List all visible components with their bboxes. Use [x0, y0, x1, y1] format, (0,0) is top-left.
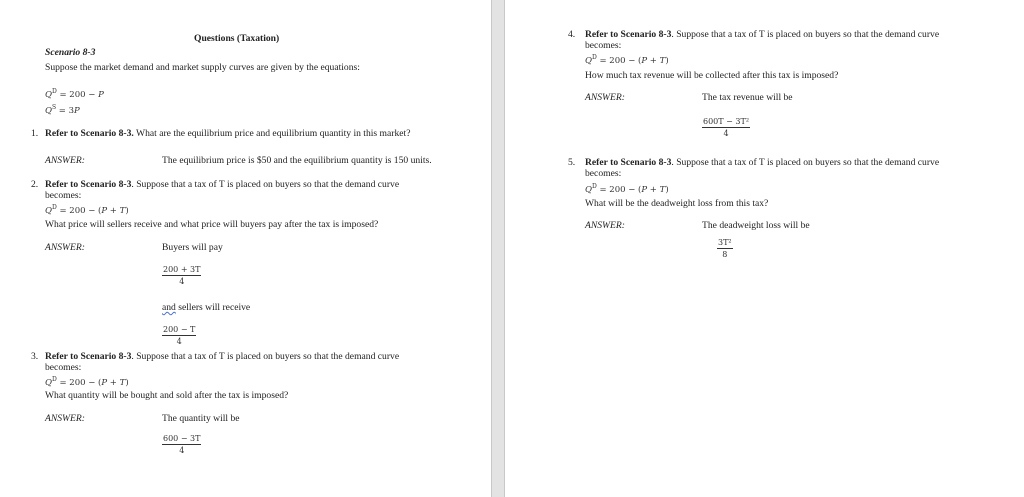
q2-fraction-buyers: $\frac{200 + 3T}{4}$ — [163, 265, 201, 286]
q1-answer: The equilibrium price is $50 and the equilibrium quantity is 150 units. — [162, 155, 432, 166]
q5-becomes: becomes: — [585, 168, 622, 179]
q4-equation: $Q^D = 200 - (P + T)$ — [585, 54, 669, 66]
q5-fraction: $\frac{\text{3T²}}{8}$ — [718, 238, 732, 259]
q4-answer: The tax revenue will be — [702, 92, 793, 103]
q2-equation: $Q^D = 200 - (P + T)$ — [45, 204, 129, 216]
q5-answer-label: ANSWER: — [585, 220, 625, 231]
q1-text: Refer to Scenario 8-3. What are the equilibrium price and equilibrium quantity in this market? — [45, 128, 411, 139]
q5-equation: $Q^D = 200 - (P + T)$ — [585, 183, 669, 195]
q3-fraction: $\frac{600 - 3T}{4}$ — [163, 434, 201, 455]
q5-text: Refer to Scenario 8-3. Suppose that a tax of T is placed on buyers so that the demand curve — [585, 157, 940, 168]
q2-answer-label: ANSWER: — [45, 242, 85, 253]
document-page-2 — [504, 0, 1024, 497]
q2-answer-2: and sellers will receive — [162, 302, 251, 313]
q4-answer-label: ANSWER: — [585, 92, 625, 103]
q2-number: 2. — [31, 179, 39, 190]
q5-question: What will be the deadweight loss from this tax? — [585, 198, 769, 209]
scenario-heading: Scenario 8-3 — [45, 47, 96, 58]
demand-equation: $Q^D = 200 - P$ — [45, 88, 104, 100]
q3-text: Refer to Scenario 8-3. Suppose that a tax of T is placed on buyers so that the demand curve — [45, 351, 400, 362]
document-page-1 — [0, 0, 492, 497]
q3-answer-label: ANSWER: — [45, 413, 85, 424]
q2-question: What price will sellers receive and what price will buyers pay after the tax is imposed? — [45, 219, 379, 230]
q3-question: What quantity will be bought and sold after the tax is imposed? — [45, 390, 289, 401]
q4-question: How much tax revenue will be collected after this tax is imposed? — [585, 70, 839, 81]
q2-text: Refer to Scenario 8-3. Suppose that a tax of T is placed on buyers so that the demand curve — [45, 179, 400, 190]
supply-equation: $Q^S = 3P$ — [45, 104, 80, 116]
q2-answer: Buyers will pay — [162, 242, 223, 253]
q3-number: 3. — [31, 351, 39, 362]
q4-fraction: $\frac{\text{600T − 3T²}}{4}$ — [703, 117, 750, 138]
scenario-intro: Suppose the market demand and market supply curves are given by the equations: — [45, 62, 360, 73]
q4-text: Refer to Scenario 8-3. Suppose that a tax of T is placed on buyers so that the demand curve — [585, 29, 940, 40]
page-title: Questions (Taxation) — [194, 33, 280, 44]
q2-becomes: becomes: — [45, 190, 82, 201]
q5-number: 5. — [568, 157, 576, 168]
q4-number: 4. — [568, 29, 576, 40]
q1-answer-label: ANSWER: — [45, 155, 85, 166]
q2-fraction-sellers: $\frac{200 - T}{4}$ — [163, 325, 196, 346]
q1-number: 1. — [31, 128, 39, 139]
q3-equation: $Q^D = 200 - (P + T)$ — [45, 376, 129, 388]
q3-answer: The quantity will be — [162, 413, 240, 424]
q5-answer: The deadweight loss will be — [702, 220, 810, 231]
q4-becomes: becomes: — [585, 40, 622, 51]
q3-becomes: becomes: — [45, 362, 82, 373]
